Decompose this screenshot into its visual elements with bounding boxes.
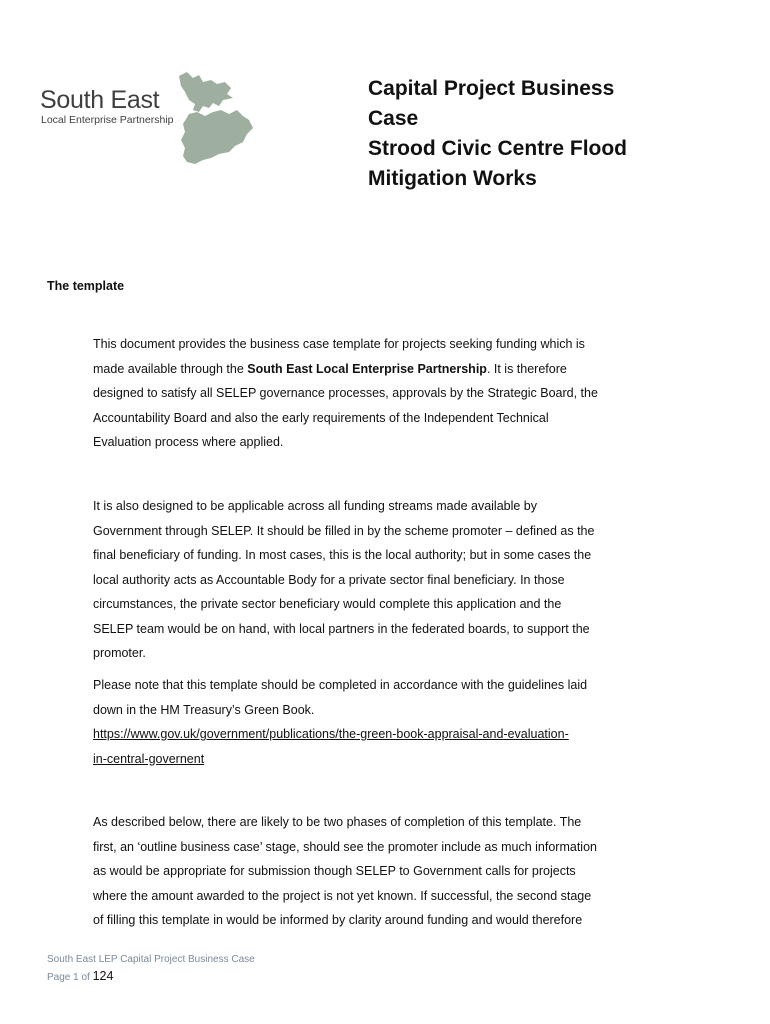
- text-line: circumstances, the private sector beneficiary would complete this application and the: [93, 597, 562, 611]
- page-number: [47, 968, 255, 986]
- text-span: made available through the: [93, 361, 248, 376]
- selep-bold-text: South East Local Enterprise Partnership: [247, 361, 487, 376]
- text-line: designed to satisfy all SELEP governance processes, approvals by the Strategic Board, the: [93, 386, 598, 400]
- south-east-map-icon: [173, 70, 255, 166]
- title-line: Case: [368, 107, 419, 130]
- text-line: first, an ‘outline business case’ stage, should see the promoter include as much information: [93, 839, 597, 854]
- paragraph-4: [93, 810, 638, 933]
- paragraph-3: [93, 673, 638, 771]
- page-current: 1: [73, 972, 79, 983]
- logo-subtitle: Local Enterprise Partnership: [41, 114, 174, 126]
- page-prefix: Page: [47, 972, 74, 983]
- page-footer: [47, 951, 255, 986]
- text-line: It is also designed to be applicable across all funding streams made available by: [93, 499, 538, 513]
- text-line: down in the HM Treasury’s Green Book.: [93, 702, 315, 717]
- text-line: as would be appropriate for submission though SELEP to Government calls for projects: [93, 864, 576, 878]
- text-line: Please note that this template should be completed in accordance with the guidelines laid: [93, 678, 588, 692]
- text-line: [93, 357, 638, 382]
- green-book-link-continued[interactable]: in-central-governent: [93, 751, 205, 766]
- title-line: Capital Project Business: [368, 77, 615, 100]
- text-line: As described below, there are likely to be two phases of completion of this template. The: [93, 815, 582, 829]
- page-total: 124: [92, 969, 114, 983]
- text-span: . It is therefore: [486, 361, 567, 376]
- text-line: local authority acts as Accountable Body for a private sector final beneficiary. In those: [93, 572, 565, 587]
- text-line: Accountability Board and also the early requirements of the Independent Technical: [93, 410, 549, 425]
- selep-logo: [40, 70, 255, 170]
- text-line: of filling this template in would be informed by clarity around funding and would therefore: [93, 913, 583, 927]
- document-title: [368, 74, 748, 194]
- paragraph-1: [93, 332, 638, 455]
- text-line: final beneficiary of funding. In most cases, this is the local authority; but in some cases the: [93, 548, 592, 562]
- green-book-link[interactable]: https://www.gov.uk/government/publications/the-green-book-appraisal-and-evaluation-: [93, 727, 569, 741]
- title-line: Mitigation Works: [368, 167, 537, 190]
- text-line: Evaluation process where applied.: [93, 435, 284, 449]
- text-line: where the amount awarded to the project is not yet known. If successful, the second stage: [93, 888, 592, 903]
- text-line: promoter.: [93, 646, 146, 660]
- title-line: Strood Civic Centre Flood: [368, 137, 628, 160]
- logo-title: South East: [40, 86, 160, 114]
- page-of: of: [78, 972, 93, 983]
- text-line: Government through SELEP. It should be filled in by the scheme promoter – defined as the: [93, 523, 595, 538]
- section-heading: The template: [47, 279, 125, 293]
- text-line: This document provides the business case template for projects seeking funding which is: [93, 337, 585, 351]
- paragraph-2: [93, 494, 638, 666]
- text-line: SELEP team would be on hand, with local partners in the federated boards, to support the: [93, 621, 590, 636]
- footer-document-name: South East LEP Capital Project Business Case: [47, 954, 255, 965]
